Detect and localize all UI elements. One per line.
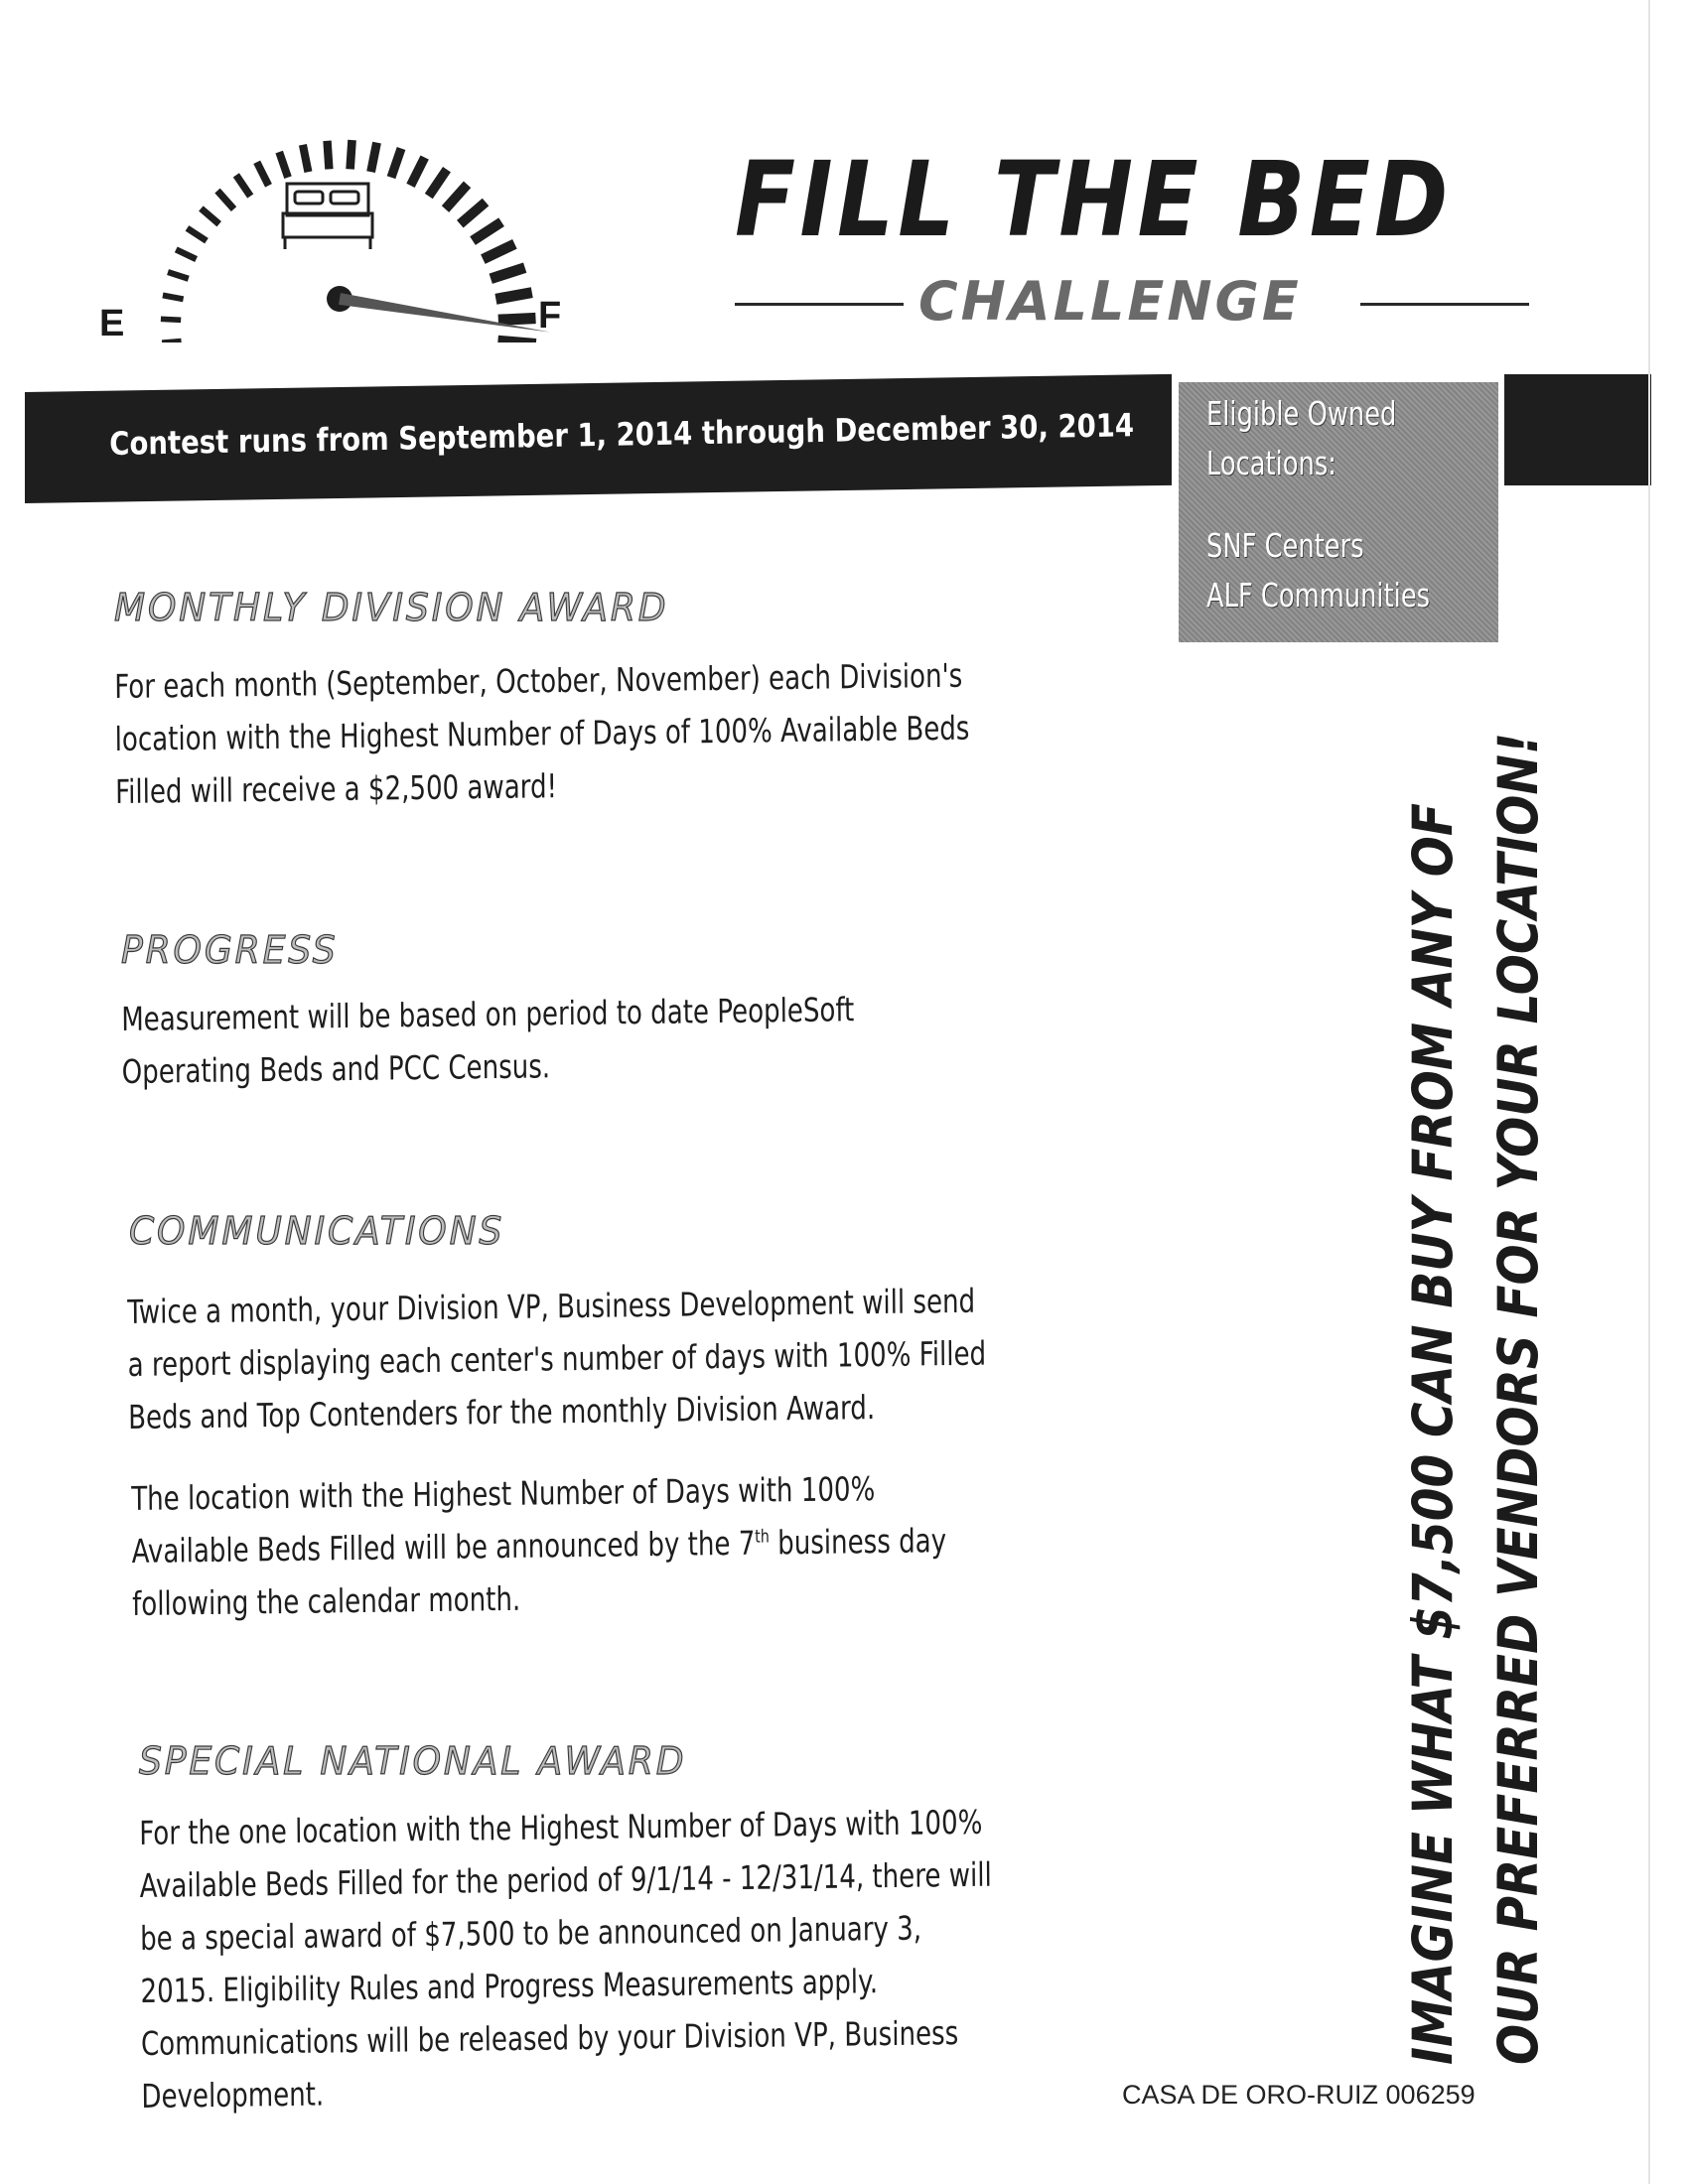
gauge-tick <box>491 268 524 279</box>
gauge-tick <box>201 208 218 224</box>
national-award-heading: SPECIAL NATIONAL AWARD <box>139 1739 687 1783</box>
gauge-tick <box>411 158 425 186</box>
slogan-line-1: IMAGINE WHAT $7,500 CAN BUY FROM ANY OF <box>1401 803 1465 2065</box>
page-subtitle: CHALLENGE <box>918 270 1302 333</box>
subtitle-rule-left <box>735 303 904 306</box>
eligible-heading-line1: Eligible Owned <box>1206 394 1397 433</box>
progress-heading: PROGRESS <box>121 928 339 972</box>
gauge-tick <box>483 244 514 259</box>
eligible-snf: SNF Centers <box>1206 526 1364 565</box>
gauge-tick <box>303 145 308 172</box>
gauge-tick <box>236 175 250 196</box>
ordinal-suffix: th <box>755 1526 770 1548</box>
gauge-tick <box>168 272 189 279</box>
gauge-tick <box>162 341 181 342</box>
national-award-body: For the one location with the Highest Number of Days with 100% Available Beds Filled for the period of 9/1/14 - 12/31/14, there will be a special award of $7,500 to be announced on January 3, 2015. Eligibility Rules and Progress Measurements apply. Communications will be released by your Division VP, Business Development. <box>139 1802 992 2116</box>
gauge-tick <box>163 295 184 299</box>
gauge-tick <box>497 341 535 342</box>
gauge-tick <box>351 140 352 169</box>
gauge-tick <box>217 191 234 209</box>
communications-body-2b: business day following the calendar month. <box>131 1521 947 1623</box>
gauge-empty-label: E <box>99 303 125 344</box>
slogan-line-2: OUR PREFERRED VENDORS FOR YOUR LOCATION! <box>1486 732 1550 2065</box>
bed-icon <box>283 184 372 249</box>
monthly-award-body: For each month (September, October, November) each Division's location with the Highest Number of Days of 100% Available Beds Filled will receive a $2,500 award! <box>114 655 970 811</box>
subtitle-row <box>735 270 1529 334</box>
gauge-tick <box>371 143 377 173</box>
gauge-tick <box>279 152 288 178</box>
gauge-tick <box>495 293 531 300</box>
communications-body-2a: The location with the Highest Number of Days with 100% Available Beds Filled will be announced by the 7 <box>131 1469 876 1570</box>
progress-body: Measurement will be based on period to date PeopleSoft Operating Beds and PCC Census. <box>121 990 855 1091</box>
gauge-tick <box>176 249 196 259</box>
communications-body-2 <box>131 1460 995 1630</box>
page-edge <box>1648 0 1650 2184</box>
gauge-tick <box>473 222 501 241</box>
vendor-slogan <box>1390 675 1561 2065</box>
eligible-heading-line2: Locations: <box>1206 444 1336 482</box>
contest-banner-end <box>1504 374 1651 485</box>
page-title: FILL THE BED <box>735 139 1453 260</box>
gauge-tick <box>328 141 330 170</box>
eligible-locations-box <box>1179 382 1498 642</box>
gauge-tick <box>445 185 467 209</box>
gauge-tick <box>257 162 269 186</box>
gauge-ticks <box>161 140 536 342</box>
communications-heading: COMMUNICATIONS <box>129 1209 505 1253</box>
gauge-tick <box>460 203 486 224</box>
contest-dates: Contest runs from September 1, 2014 through December 30, 2014 <box>109 406 1135 463</box>
monthly-award-heading: MONTHLY DIVISION AWARD <box>114 586 669 629</box>
gauge-tick <box>498 318 536 320</box>
eligible-alf: ALF Communities <box>1206 576 1431 614</box>
subtitle-rule-right <box>1360 303 1529 306</box>
gauge-full-label: F <box>538 295 562 337</box>
gauge-tick <box>187 228 207 241</box>
gauge-tick <box>429 170 447 197</box>
bates-number: CASA DE ORO-RUIZ 006259 <box>1122 2080 1476 2110</box>
gauge-tick <box>161 319 181 320</box>
gauge-tick <box>391 148 401 177</box>
communications-body-1: Twice a month, your Division VP, Business Development will send a report displaying each center's number of days with 100% Filled Beds and Top Contenders for the monthly Division Award. <box>127 1281 987 1436</box>
